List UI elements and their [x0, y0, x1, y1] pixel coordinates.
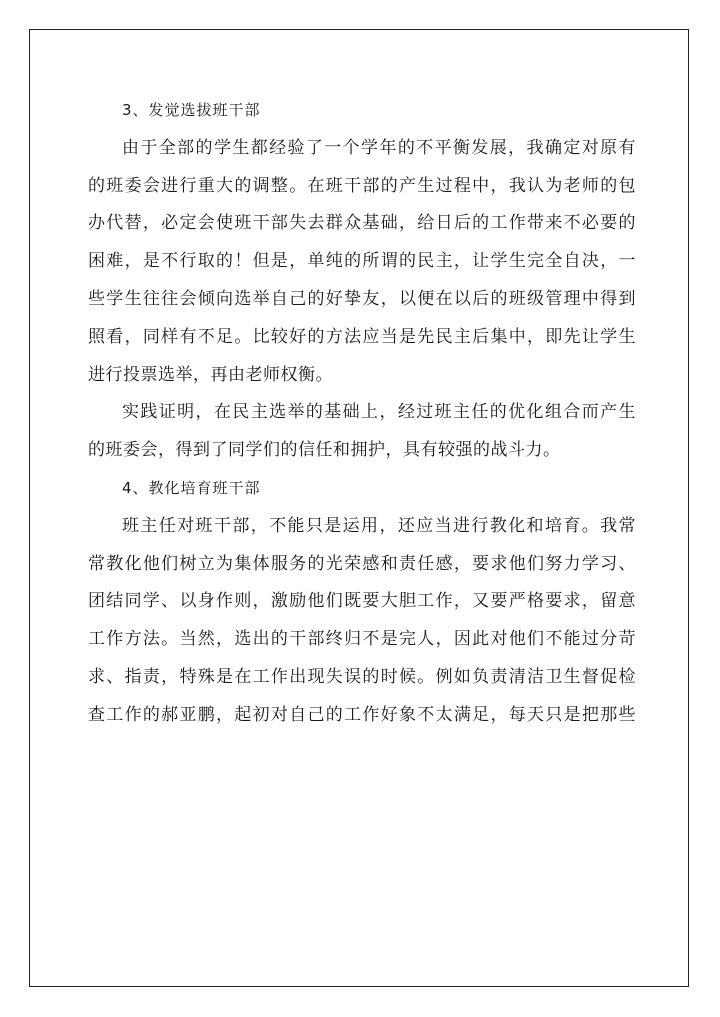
- paragraph: [88, 394, 636, 470]
- text-line: 些学生往往会倾向选举自己的好挚友，以便在以后的班级管理中得到: [88, 288, 636, 309]
- text-line: 的班委会进行重大的调整。在班干部的产生过程中，我认为老师的包: [88, 175, 636, 196]
- text-line: 常教化他们树立为集体服务的光荣感和责任感，要求他们努力学习、: [88, 553, 636, 574]
- text-line: 实践证明，在民主选举的基础上，经过班主任的优化组合而产生: [122, 402, 636, 423]
- text-line: 照看，同样有不足。比较好的方法应当是先民主后集中，即先让学生: [88, 326, 636, 347]
- text-line: 由于全部的学生都经验了一个学年的不平衡发展，我确定对原有: [122, 137, 636, 158]
- text-line: 困难，是不行取的！但是，单纯的所谓的民主，让学生完全自决，一: [88, 251, 636, 272]
- text-line: 工作方法。当然，选出的干部终归不是完人，因此对他们不能过分苛: [88, 629, 636, 650]
- text-line: 班主任对班干部，不能只是运用，还应当进行教化和培育。我常: [122, 515, 636, 536]
- paragraph: [88, 508, 636, 735]
- text-line: 查工作的郝亚鹏，起初对自己的工作好象不太满足，每天只是把那些: [88, 704, 636, 725]
- text-line: 求、指责，特殊是在工作出现失误的时候。例如负责清洁卫生督促检: [88, 666, 636, 687]
- document-body: [88, 92, 636, 735]
- text-line: 的班委会，得到了同学们的信任和拥护，具有较强的战斗力。: [88, 440, 561, 461]
- section-heading: 3、发觉选拔班干部: [122, 101, 261, 119]
- text-line: 办代替，必定会使班干部失去群众基础，给日后的工作带来不必要的: [88, 213, 636, 234]
- text-line: 进行投票选举，再由老师权衡。: [88, 364, 333, 385]
- paragraph: [88, 130, 636, 395]
- text-line: 团结同学、以身作则，激励他们既要大胆工作，又要严格要求，留意: [88, 591, 636, 612]
- section-heading: 4、教化培育班干部: [122, 478, 261, 497]
